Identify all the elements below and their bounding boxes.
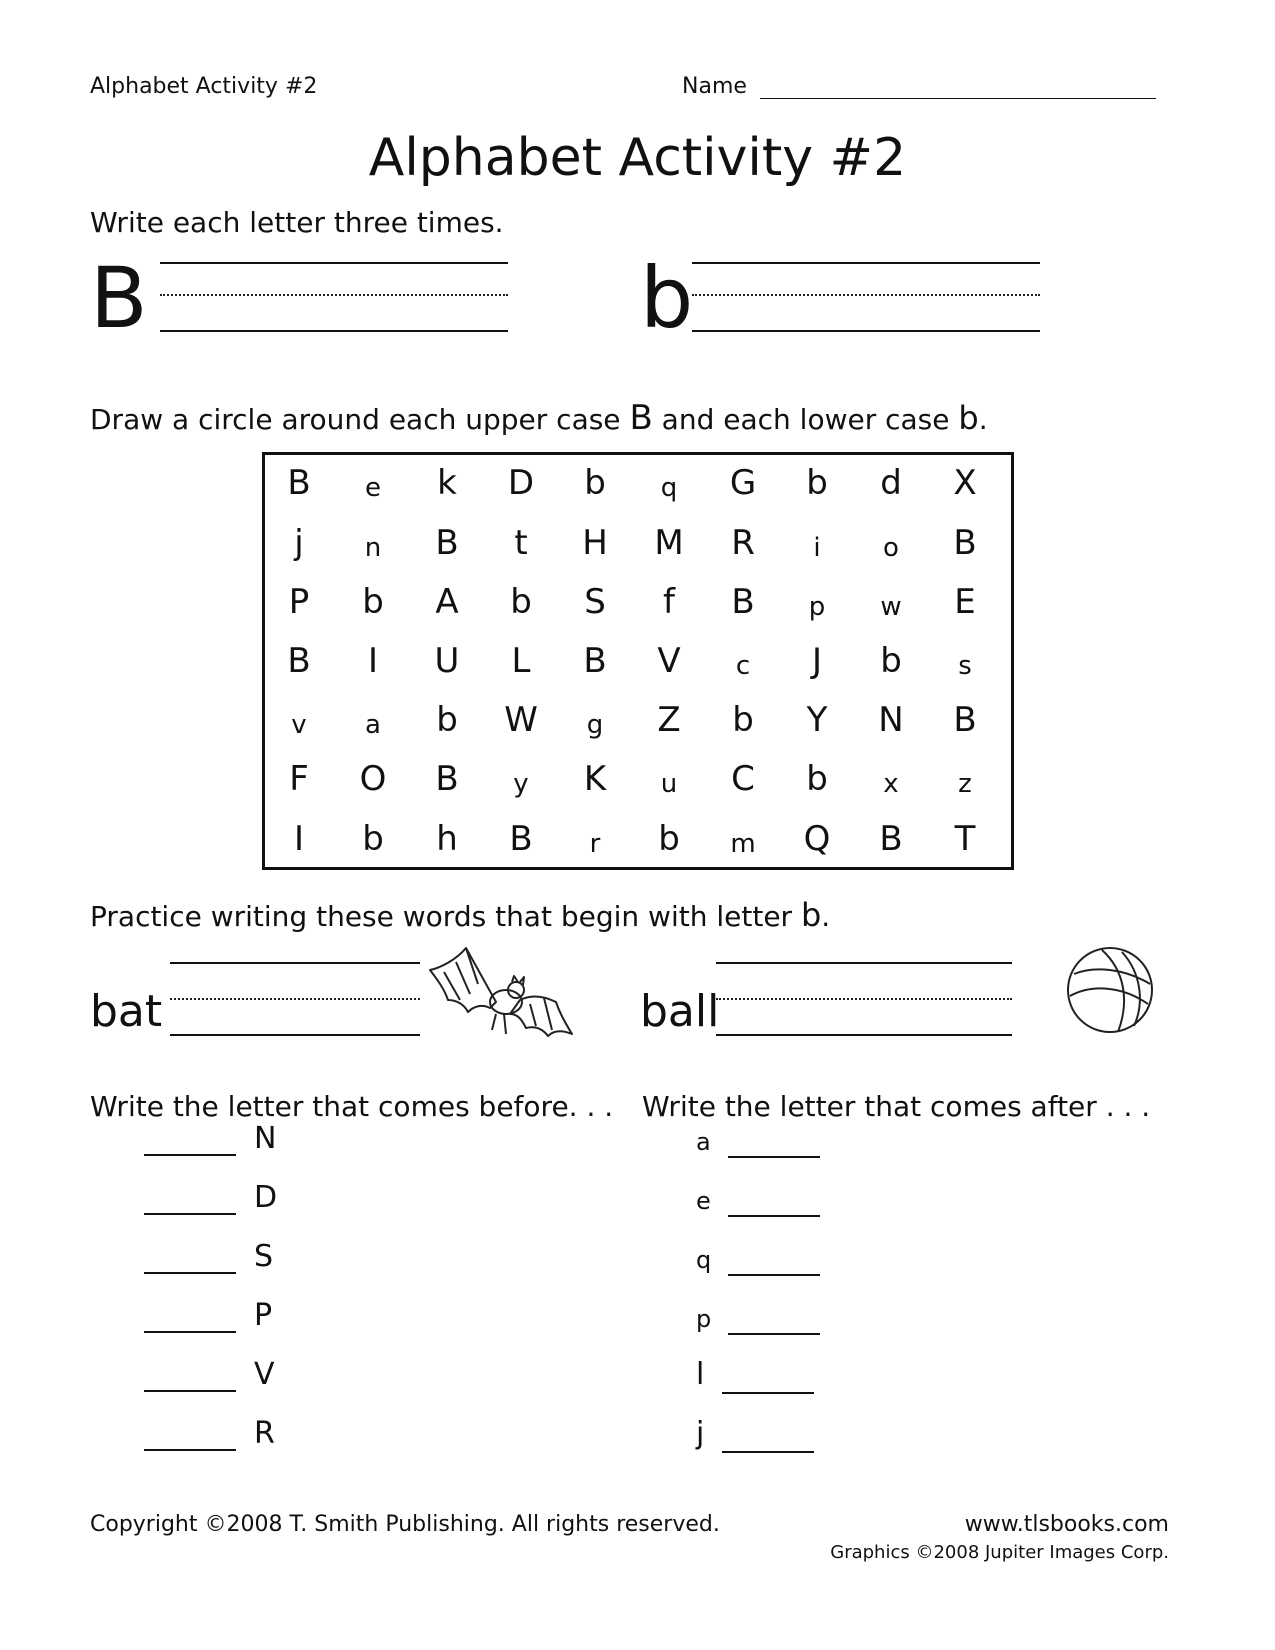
after-letter: a	[696, 1128, 711, 1156]
header-left: Alphabet Activity #2	[90, 74, 318, 99]
grid-letter[interactable]: K	[583, 759, 607, 799]
answer-line[interactable]	[728, 1333, 820, 1335]
grid-letter[interactable]: J	[811, 641, 823, 681]
grid-letter[interactable]: B	[287, 463, 311, 503]
grid-letter[interactable]: f	[663, 582, 675, 622]
grid-letter[interactable]: B	[953, 523, 977, 563]
after-letter: l	[696, 1357, 705, 1392]
after-letter: p	[696, 1305, 712, 1333]
answer-line[interactable]	[722, 1451, 814, 1453]
grid-letter[interactable]: O	[359, 759, 387, 799]
grid-letter[interactable]: X	[953, 463, 977, 503]
word-ball: ball	[640, 986, 720, 1037]
grid-letter[interactable]: m	[730, 829, 756, 859]
grid-letter[interactable]: N	[878, 700, 904, 740]
answer-line[interactable]	[728, 1274, 820, 1276]
website: www.tlsbooks.com	[964, 1512, 1169, 1537]
grid-letter[interactable]: q	[660, 473, 678, 503]
grid-letter[interactable]: H	[582, 523, 608, 563]
instruction-text: Draw a circle around each upper case	[90, 403, 630, 436]
before-letter: P	[254, 1298, 273, 1333]
grid-letter[interactable]: B	[435, 759, 459, 799]
copyright: Copyright ©2008 T. Smith Publishing. All rights reserved.	[90, 1512, 720, 1537]
grid-letter[interactable]: w	[880, 592, 902, 622]
grid-letter[interactable]: v	[291, 710, 307, 740]
answer-line[interactable]	[144, 1213, 236, 1215]
instruction-text: .	[821, 900, 831, 933]
grid-letter[interactable]: b	[584, 463, 606, 503]
grid-letter[interactable]: B	[435, 523, 459, 563]
writing-line-mid	[692, 294, 1040, 296]
answer-line[interactable]	[728, 1156, 820, 1158]
grid-letter[interactable]: B	[509, 819, 533, 859]
grid-letter[interactable]: h	[436, 819, 458, 859]
grid-letter[interactable]: b	[732, 700, 754, 740]
grid-letter[interactable]: s	[958, 651, 972, 681]
grid-letter[interactable]: P	[288, 582, 310, 622]
grid-letter[interactable]: b	[436, 700, 458, 740]
after-letter: e	[696, 1187, 711, 1215]
instruction-upper-b: B	[629, 398, 653, 438]
grid-letter[interactable]: U	[434, 641, 460, 681]
grid-letter[interactable]: j	[294, 523, 304, 563]
answer-line[interactable]	[722, 1392, 814, 1394]
answer-line[interactable]	[144, 1154, 236, 1156]
grid-letter[interactable]: C	[731, 759, 755, 799]
grid-letter[interactable]: x	[883, 769, 899, 799]
letter-upper-b: B	[90, 249, 148, 347]
before-instruction: Write the letter that comes before. . .	[90, 1090, 614, 1123]
answer-line[interactable]	[144, 1331, 236, 1333]
graphics-credit: Graphics ©2008 Jupiter Images Corp.	[830, 1542, 1169, 1563]
instruction-text: .	[978, 403, 988, 436]
instruction-text: and each lower case	[652, 403, 959, 436]
grid-letter[interactable]: k	[437, 463, 457, 503]
after-letter: q	[696, 1246, 712, 1274]
writing-line-base[interactable]	[692, 330, 1040, 332]
grid-letter[interactable]: B	[879, 819, 903, 859]
grid-letter[interactable]: b	[658, 819, 680, 859]
writing-line-top[interactable]	[692, 262, 1040, 264]
grid-letter[interactable]: W	[504, 700, 538, 740]
after-instruction: Write the letter that comes after . . .	[642, 1090, 1151, 1123]
writing-line-mid	[716, 998, 1012, 1000]
grid-letter[interactable]: G	[729, 463, 757, 503]
grid-letter[interactable]: F	[289, 759, 309, 799]
answer-line[interactable]	[144, 1390, 236, 1392]
section3-instruction	[90, 896, 830, 934]
word-bat: bat	[90, 986, 163, 1037]
answer-line[interactable]	[144, 1272, 236, 1274]
writing-line-mid	[170, 998, 420, 1000]
grid-letter[interactable]: B	[953, 700, 977, 740]
grid-letter[interactable]: e	[365, 473, 381, 503]
grid-letter[interactable]: T	[954, 819, 976, 859]
grid-letter[interactable]: Y	[806, 700, 828, 740]
grid-letter[interactable]: g	[586, 710, 604, 740]
grid-letter[interactable]: A	[435, 582, 459, 622]
before-letter: R	[254, 1416, 275, 1451]
before-letter: S	[254, 1239, 274, 1274]
grid-letter[interactable]: b	[362, 819, 384, 859]
grid-letter[interactable]: n	[364, 533, 382, 563]
grid-letter[interactable]: E	[954, 582, 976, 622]
writing-line-top[interactable]	[170, 962, 420, 964]
writing-line-top[interactable]	[160, 262, 508, 264]
instruction-lower-b: b	[958, 399, 979, 437]
page-title: Alphabet Activity #2	[368, 128, 907, 188]
section2-instruction	[90, 398, 988, 438]
grid-letter[interactable]: V	[657, 641, 681, 681]
before-letter: N	[254, 1121, 277, 1156]
grid-letter[interactable]: r	[589, 829, 601, 859]
name-line[interactable]	[760, 98, 1156, 99]
letter-grid	[262, 452, 1014, 870]
instruction-lower-b: b	[800, 896, 822, 934]
grid-letter[interactable]: o	[883, 533, 899, 563]
grid-letter[interactable]: I	[293, 819, 305, 859]
grid-letter[interactable]: z	[958, 769, 972, 799]
letter-lower-b: b	[640, 249, 694, 347]
grid-letter[interactable]: b	[362, 582, 384, 622]
name-label: Name	[682, 74, 747, 99]
after-letter: j	[696, 1416, 705, 1451]
grid-letter[interactable]: Z	[657, 700, 681, 740]
grid-letter[interactable]: B	[583, 641, 607, 681]
grid-letter[interactable]: y	[513, 769, 529, 799]
grid-letter[interactable]: L	[511, 641, 531, 681]
grid-letter[interactable]: a	[365, 710, 381, 740]
grid-letter[interactable]: p	[808, 592, 826, 622]
grid-letter[interactable]: b	[806, 759, 828, 799]
grid-letter[interactable]: t	[514, 523, 528, 563]
grid-letter[interactable]: D	[507, 463, 535, 503]
grid-letter[interactable]: B	[287, 641, 311, 681]
grid-letter[interactable]: R	[731, 523, 755, 563]
grid-letter[interactable]: B	[731, 582, 755, 622]
writing-line-mid	[160, 294, 508, 296]
section1-instruction: Write each letter three times.	[90, 206, 504, 239]
grid-letter[interactable]: d	[880, 463, 902, 503]
answer-line[interactable]	[728, 1215, 820, 1217]
ball-icon	[1064, 944, 1156, 1036]
writing-line-base[interactable]	[170, 1034, 420, 1036]
grid-letter[interactable]: S	[584, 582, 606, 622]
grid-letter[interactable]: i	[813, 533, 821, 563]
answer-line[interactable]	[144, 1449, 236, 1451]
grid-letter[interactable]: b	[806, 463, 828, 503]
grid-letter[interactable]: u	[660, 769, 678, 799]
before-letter: D	[254, 1180, 278, 1215]
writing-line-base[interactable]	[716, 1034, 1012, 1036]
before-letter: V	[254, 1357, 275, 1392]
grid-letter[interactable]: b	[880, 641, 902, 681]
grid-letter[interactable]: b	[510, 582, 532, 622]
grid-letter[interactable]: M	[654, 523, 684, 563]
instruction-text: Practice writing these words that begin with letter	[90, 900, 801, 933]
writing-line-top[interactable]	[716, 962, 1012, 964]
bat-icon	[426, 944, 576, 1044]
grid-letter[interactable]: I	[367, 641, 379, 681]
grid-letter[interactable]: Q	[803, 819, 831, 859]
grid-letter[interactable]: c	[735, 651, 751, 681]
writing-line-base[interactable]	[160, 330, 508, 332]
